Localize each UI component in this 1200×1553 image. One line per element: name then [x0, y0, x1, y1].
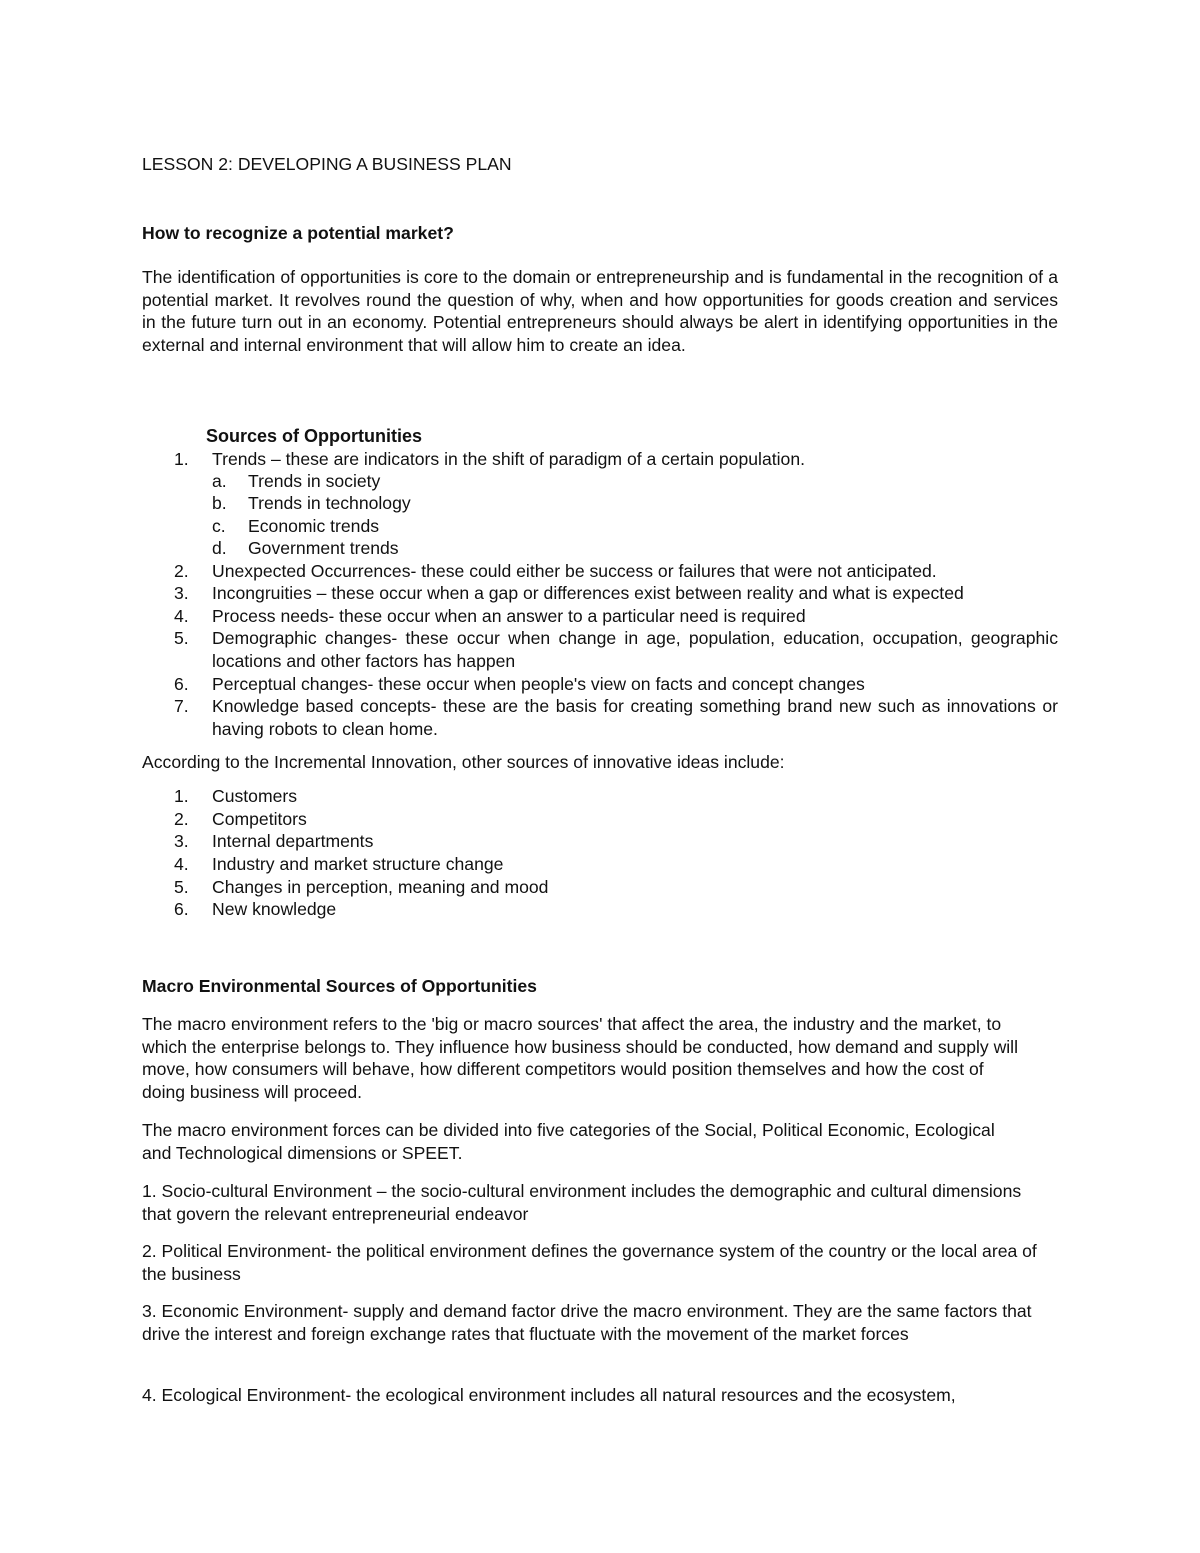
macro-paragraph: The macro environment forces can be divided into five categories of the Social, Political Economic, Ecological and Technological dimensions or SPEET. — [142, 1120, 995, 1163]
sources-heading: Sources of Opportunities — [206, 426, 423, 446]
list-number: 3. — [174, 583, 189, 603]
list-text: Customers — [212, 786, 298, 806]
list-number: 2. — [174, 561, 189, 581]
sub-list-letter: b. — [212, 493, 227, 513]
list-number: 5. — [174, 628, 189, 648]
sub-list-text: Trends in technology — [248, 493, 411, 513]
list-text: Competitors — [212, 809, 307, 829]
list-number: 4. — [174, 606, 189, 626]
question-heading: How to recognize a potential market? — [142, 223, 454, 243]
sub-list-letter: a. — [212, 471, 227, 491]
list-text: Incongruities – these occur when a gap or differences exist between reality and what is expected — [212, 583, 964, 603]
list-text: Process needs- these occur when an answer to a particular need is required — [212, 606, 806, 626]
sub-list-text: Trends in society — [248, 471, 381, 491]
macro-paragraph: The macro environment refers to the 'big or macro sources' that affect the area, the industry and the market, to which the enterprise belongs to. They influence how business should be conducted, how demand and supply will move, how consumers will behave, how different competitors would position themselves and how the cost of doing business will proceed. — [142, 1014, 1019, 1102]
list-text: Unexpected Occurrences- these could either be success or failures that were not anticipated. — [212, 561, 937, 581]
list-text: Trends – these are indicators in the shift of paradigm of a certain population. — [212, 449, 805, 469]
list-number: 1. — [174, 786, 189, 806]
intro-paragraph: The identification of opportunities is core to the domain or entrepreneurship and is fundamental in the recognition of a potential market. It revolves round the question of why, when and how opportunities for goods creation and services in the future turn out in an economy. Potential entrepreneurs should always be alert in identifying opportunities in the external and internal environment that will allow him to create an idea. — [142, 267, 1058, 355]
incremental-intro: According to the Incremental Innovation, other sources of innovative ideas include: — [142, 752, 785, 772]
list-number: 1. — [174, 449, 189, 469]
list-number: 6. — [174, 674, 189, 694]
list-number: 2. — [174, 809, 189, 829]
list-text: Internal departments — [212, 831, 374, 851]
lesson-title: LESSON 2: DEVELOPING A BUSINESS PLAN — [142, 154, 512, 174]
sub-list-text: Economic trends — [248, 516, 380, 536]
list-text: Changes in perception, meaning and mood — [212, 877, 549, 897]
list-text: Knowledge based concepts- these are the basis for creating something brand new such as innovations or having robots to clean home. — [212, 696, 1058, 739]
speet-item: 2. Political Environment- the political environment defines the governance system of the country or the local area of the business — [142, 1241, 1037, 1284]
speet-item: 3. Economic Environment- supply and demand factor drive the macro environment. They are the same factors that drive the interest and foreign exchange rates that fluctuate with the movement of the market forces — [142, 1301, 1032, 1344]
list-number: 7. — [174, 696, 189, 716]
macro-heading: Macro Environmental Sources of Opportunities — [142, 976, 537, 996]
sub-list-letter: d. — [212, 538, 227, 558]
list-text: New knowledge — [212, 899, 337, 919]
list-text: Perceptual changes- these occur when people's view on facts and concept changes — [212, 674, 865, 694]
sub-list-letter: c. — [212, 516, 226, 536]
sub-list-text: Government trends — [248, 538, 399, 558]
list-number: 5. — [174, 877, 189, 897]
speet-item: 1. Socio-cultural Environment – the socio-cultural environment includes the demographic and cultural dimensions that govern the relevant entrepreneurial endeavor — [142, 1181, 1022, 1224]
list-text: Demographic changes- these occur when change in age, population, education, occupation, geographic locations and other factors has happen — [212, 628, 1058, 671]
list-number: 3. — [174, 831, 189, 851]
speet-item: 4. Ecological Environment- the ecological environment includes all natural resources and the ecosystem, — [142, 1385, 956, 1405]
list-number: 6. — [174, 899, 189, 919]
list-text: Industry and market structure change — [212, 854, 504, 874]
list-number: 4. — [174, 854, 189, 874]
